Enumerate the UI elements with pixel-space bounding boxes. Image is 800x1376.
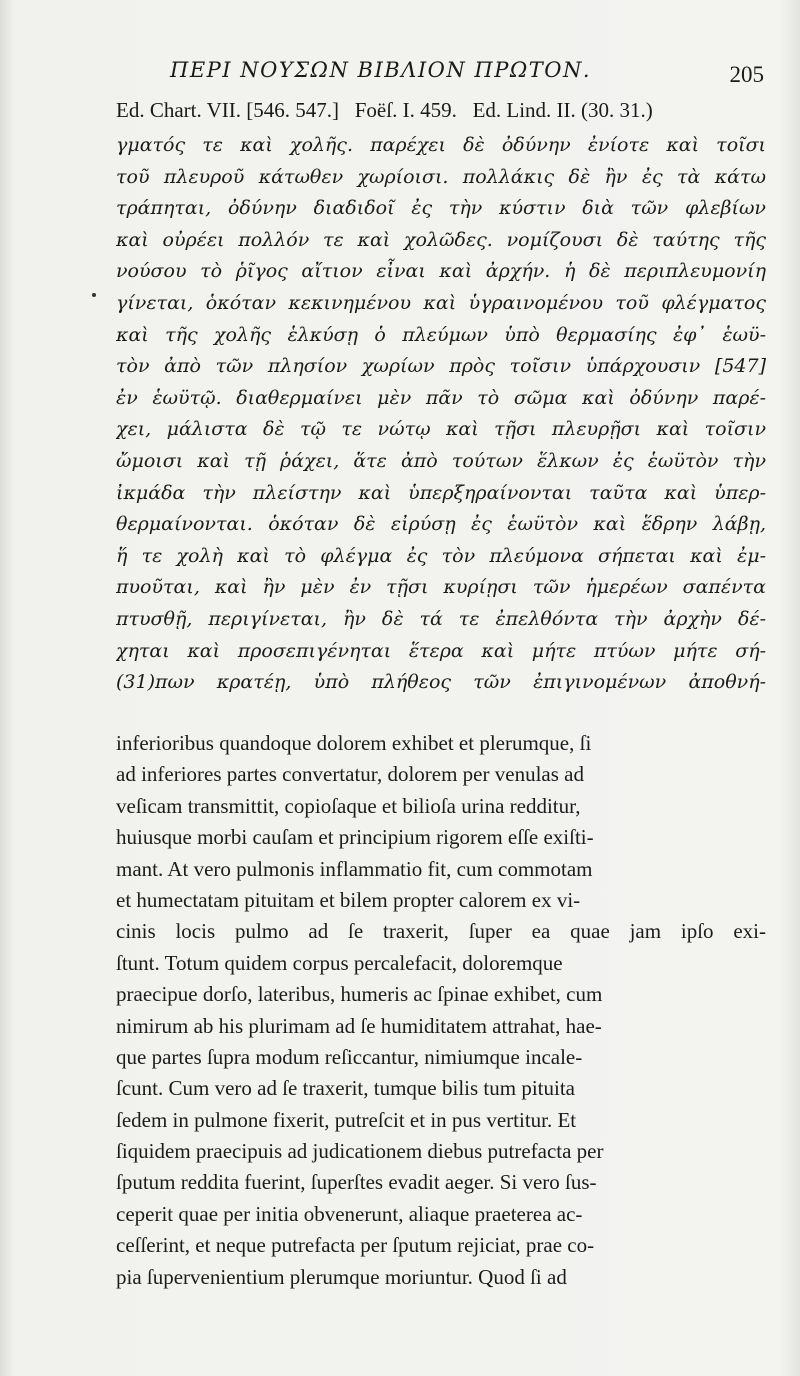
margin-mark [92,293,96,297]
latin-line: praecipue dorſo, lateribus, humeris ac ſpinae exhibet, cum [116,982,603,1007]
greek-line: καὶ οὐρέει πολλόν τε καὶ χολῶδες. νομίζουσι δὲ ταύτης τῆς [116,228,766,251]
latin-line: que partes ſupra modum reſiccantur, nimiumque incale- [116,1044,583,1069]
latin-line: huiusque morbi cauſam et principium rigorem eſſe exiſti- [116,825,594,850]
edition-reference-line: Ed. Chart. VII. [546. 547.] Foëſ. I. 459. Ed. Lind. II. (30. 31.) [116,98,653,122]
latin-line: cinis locis pulmo ad ſe traxerit, ſuper ea quae jam ipſo exi- [116,919,766,944]
latin-line: ad inferiores partes convertatur, dolorem per venulas ad [116,762,584,787]
latin-line: et humectatam pituitam et bilem propter calorem ex vi- [116,887,581,912]
latin-line: ceſſerint, et neque putrefacta per ſputum rejiciat, prae co- [116,1233,595,1258]
latin-line: nimirum ab his plurimam ad ſe humiditatem attrahat, hae- [116,1013,602,1038]
greek-line: ὤμοισι καὶ τῇ ῥάχει, ἅτε ἀπὸ τούτων ἕλκων ἐς ἑωϋτὸν τὴν [116,449,766,472]
running-title: ΠΕΡΙ ΝΟΥΣΩΝ ΒΙΒΛΙΟΝ ΠΡΩΤΟΝ. [170,58,592,82]
latin-line: ſputum reddita fuerint, ſuperſtes evadit aeger. Si vero ſus- [116,1170,597,1195]
latin-line: pia ſupervenientium plerumque moriuntur. Quod ſi ad [116,1264,567,1289]
greek-line: ἰκμάδα τὴν πλείστην καὶ ὑπερξηραίνονται ταῦτα καὶ ὑπερ- [116,481,766,504]
latin-line: mant. At vero pulmonis inflammatio fit, cum commotam [116,856,593,881]
greek-line: ἥ τε χολὴ καὶ τὸ φλέγμα ἐς τὸν πλεύμονα σήπεται καὶ ἐμ- [116,544,766,567]
greek-line: (31)πων κρατέῃ, ὑπὸ πλήθεος τῶν ἐπιγινομένων ἀποθνή- [116,671,766,694]
greek-line: χει, μάλιστα δὲ τῷ τε νώτῳ καὶ τῇσι πλευρῇσι καὶ τοῖσιν [116,418,766,441]
greek-line: τράπηται, ὀδύνην διαδιδοῖ ἐς τὴν κύστιν διὰ τῶν φλεβίων [116,197,766,220]
page-header [110,58,770,92]
page-number: 205 [729,62,764,87]
greek-line: πυοῦται, καὶ ἢν μὲν ἐν τῇσι κυρίῃσι τῶν ἡμερέων σαπέντα [116,576,766,599]
greek-line: πτυσθῇ, περιγίνεται, ἢν δὲ τά τε ἐπελθόντα τὴν ἀρχὴν δέ- [116,607,766,630]
greek-line: γματός τε καὶ χολῆς. παρέχει δὲ ὀδύνην ἐνίοτε καὶ τοῖσι [116,134,766,156]
greek-line: τοῦ πλευροῦ κάτωθεν χωρίοισι. πολλάκις δὲ ἢν ἐς τὰ κάτω [116,165,766,188]
latin-line: ſcunt. Cum vero ad ſe traxerit, tumque bilis tum pituita [116,1076,575,1101]
greek-line: ἐν ἑωϋτῷ. διαθερμαίνει μὲν πᾶν τὸ σῶμα καὶ ὀδύνην παρέ- [116,386,766,409]
greek-line: γίνεται, ὁκόταν κεκινημένου καὶ ὑγραινομένου τοῦ φλέγματος [116,291,766,314]
greek-line: τὸν ἀπὸ τῶν πλησίον χωρίων πρὸς τοῖσιν ὑπάρχουσιν [547] [116,355,766,378]
latin-line: ſiquidem praecipuis ad judicationem diebus putrefacta per [116,1139,604,1164]
greek-line: θερμαίνονται. ὁκόταν δὲ εἰρύσῃ ἐς ἑωϋτὸν καὶ ἕδρην λάβῃ, [116,513,766,536]
latin-line: ſtunt. Totum quidem corpus percalefacit, doloremque [116,950,563,975]
greek-line: καὶ τῆς χολῆς ἑλκύσῃ ὁ πλεύμων ὑπὸ θερμασίης ἐφ᾽ ἑωϋ- [116,323,766,346]
greek-text-block [116,130,766,699]
latin-line: veſicam transmittit, copioſaque et bilioſa urina redditur, [116,793,581,818]
latin-text-block [116,728,766,1293]
latin-line: ſedem in pulmone fixerit, putreſcit et in pus vertitur. Et [116,1107,577,1132]
latin-line: ceperit quae per initia obvenerunt, aliaque praeterea ac- [116,1201,583,1226]
latin-line: inferioribus quandoque dolorem exhibet et plerumque, ſi [116,731,592,755]
greek-line: νούσου τὸ ῥῖγος αἴτιον εἶναι καὶ ἀρχήν. ἡ δὲ περιπλευμονίη [116,260,766,283]
greek-line: χηται καὶ προσεπιγένηται ἕτερα καὶ μήτε πτύων μήτε σή- [116,639,766,662]
